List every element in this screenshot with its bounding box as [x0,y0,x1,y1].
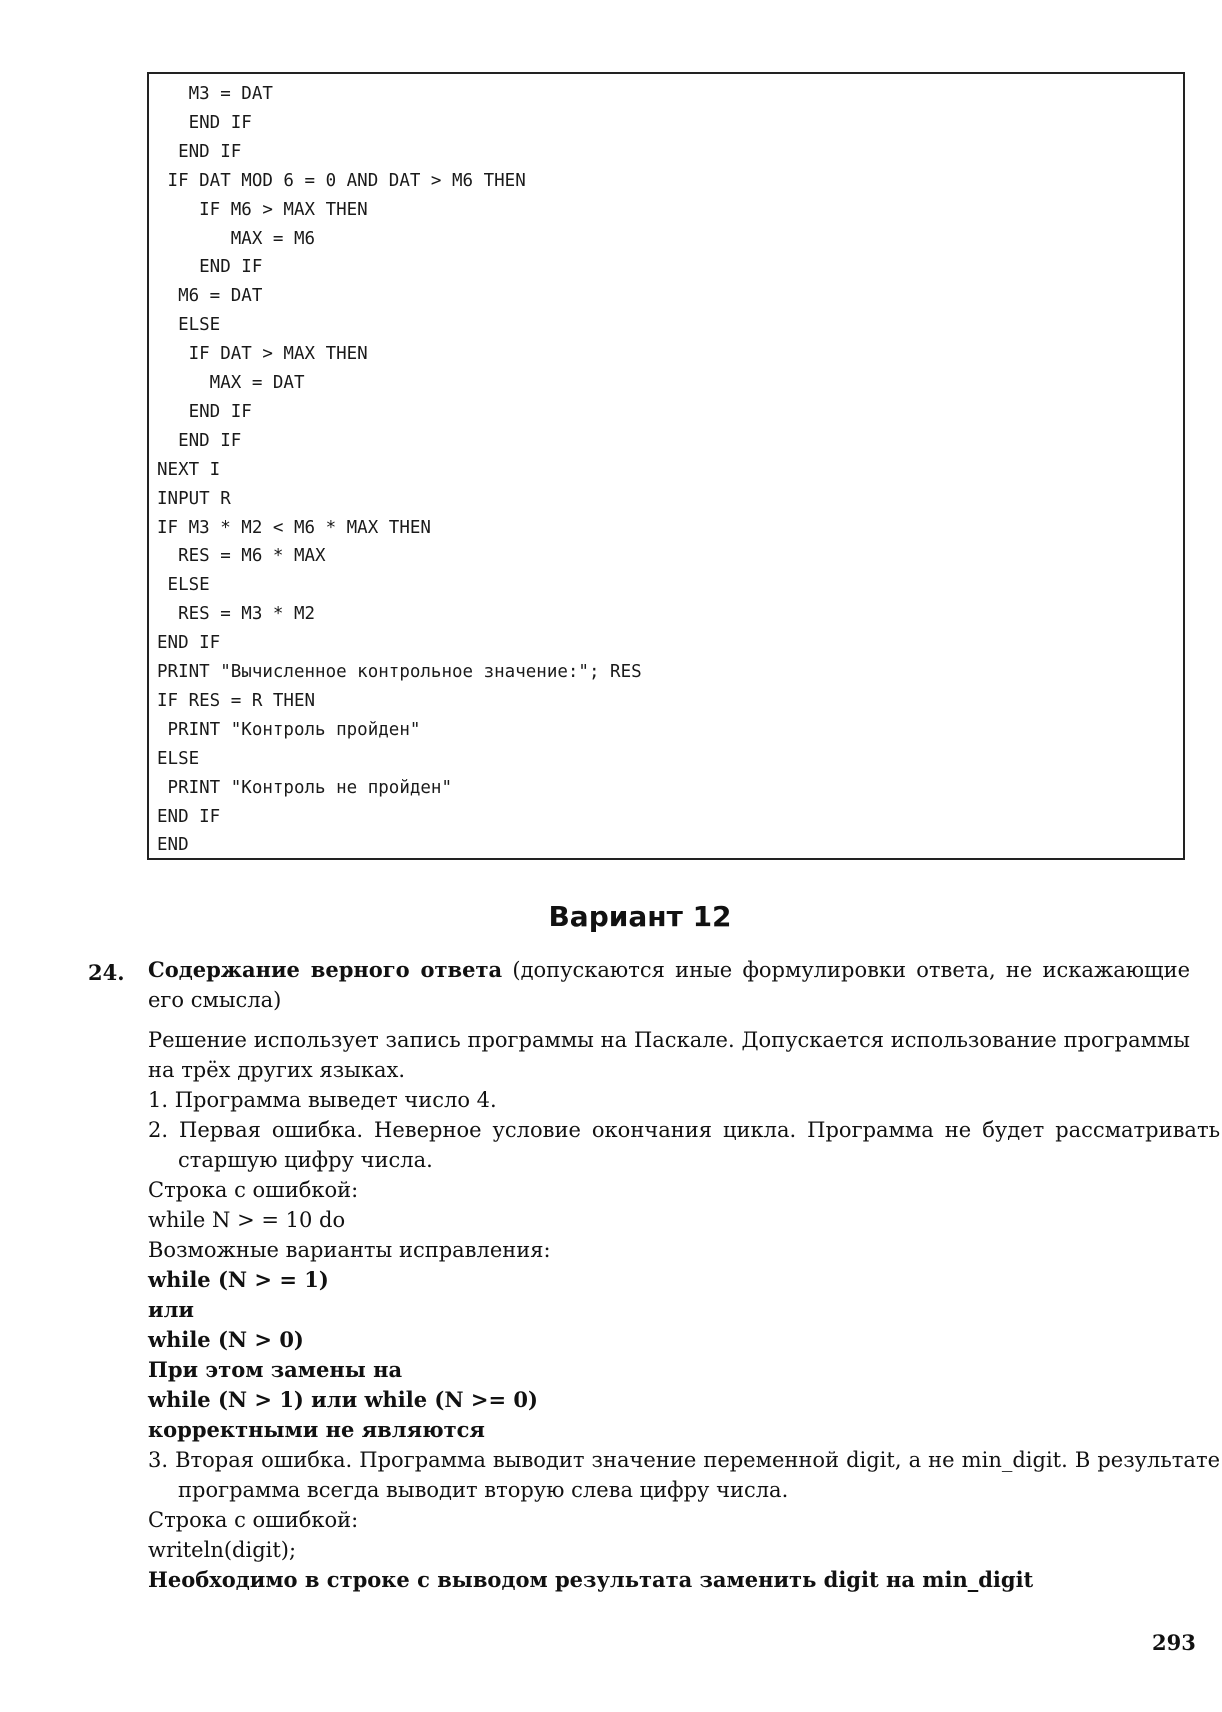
code-line: PRINT "Контроль не пройден" [157,777,453,798]
code-line: NEXT I [157,459,221,480]
code-line: RES = M6 * MAX [157,546,326,567]
code-line: END [157,835,189,856]
error-line-2: writeln(digit); [148,1538,297,1562]
code-line: ELSE [157,575,210,596]
code-line: END IF [157,141,242,162]
error-line-1: while N > = 10 do [148,1208,346,1232]
page-number: 293 [1152,1630,1196,1655]
code-line: IF DAT > MAX THEN [157,344,368,365]
code-line: IF M6 > MAX THEN [157,199,368,220]
code-line: END IF [157,112,252,133]
code-listing [147,72,1185,860]
task-intro: Решение использует запись программы на Паскале. Допускается использование программы на трёх других языках. [148,1028,1190,1082]
code-line: ELSE [157,748,200,769]
item-1: 1. Программа выведет число 4. [148,1088,497,1112]
task-number: 24. [88,960,125,985]
note-1: При этом замены на [148,1357,403,1382]
code-line: PRINT "Вычисленное контрольное значение:"; RES [157,662,642,682]
code-line: END IF [157,633,221,654]
fix-label: Возможные варианты исправления: [148,1238,551,1262]
code-line: MAX = DAT [157,373,305,393]
error-line-label-2: Строка с ошибкой: [148,1508,359,1532]
task-title-rest: (допускаются иные формулировки ответа, не искажающие его смысла) [148,958,1191,1012]
code-line: IF DAT MOD 6 = 0 AND DAT > M6 THEN [157,170,526,191]
code-line: IF M3 * M2 < M6 * MAX THEN [157,517,431,538]
code-line: INPUT R [157,488,231,509]
code-line: ELSE [157,315,221,336]
variant-heading: Вариант 12 [548,900,732,933]
code-line: END IF [157,806,221,827]
code-line: M6 = DAT [157,286,263,307]
error-line-label-1: Строка с ошибкой: [148,1178,359,1202]
fix-or: или [148,1297,194,1322]
code-line: END IF [157,430,242,451]
code-line: M3 = DAT [157,84,273,104]
task-title-bold: Содержание верного ответа [148,957,503,982]
code-line: PRINT "Контроль пройден" [157,719,421,740]
item-2: 2. Первая ошибка. Неверное условие окончания цикла. Программа не будет рассматривать старшую цифру числа. [148,1118,1220,1172]
code-line: MAX = M6 [157,228,316,249]
note-3: корректными не являются [148,1417,485,1442]
note-2: while (N > 1) или while (N >= 0) [148,1387,538,1412]
item-3: 3. Вторая ошибка. Программа выводит значение переменной digit, а не min_digit. В результате программа всегда выводит вторую слева цифру числа. [148,1448,1220,1502]
task-title [148,955,1190,1015]
code-line: END IF [157,401,252,422]
code-line: END IF [157,257,263,278]
fix-2: while (N > 0) [148,1327,304,1352]
final-instruction: Необходимо в строке с выводом результата заменить digit на min_digit [148,1567,1034,1592]
code-line: IF RES = R THEN [157,690,316,711]
fix-1: while (N > = 1) [148,1267,329,1292]
code-line: RES = M3 * M2 [157,604,316,625]
